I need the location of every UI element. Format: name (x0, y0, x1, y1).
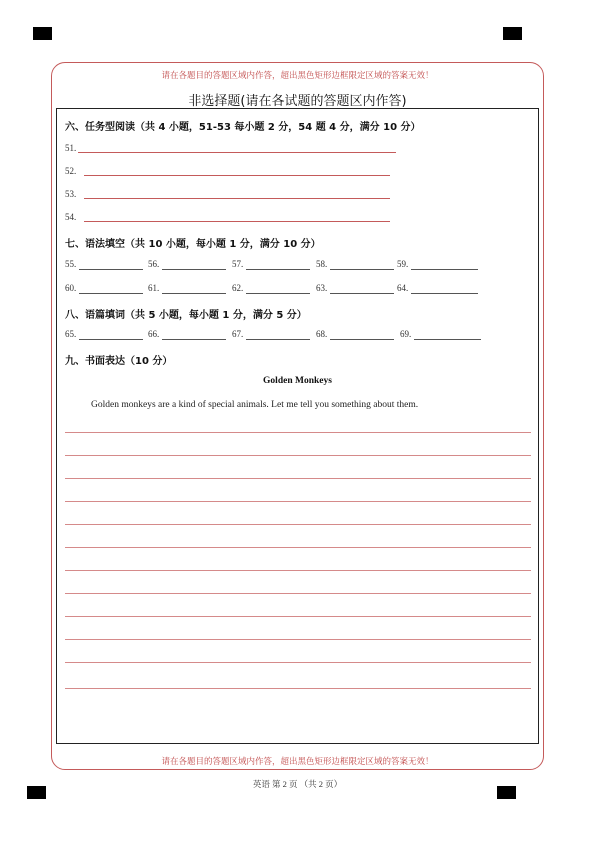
q62-answer-line[interactable] (246, 293, 310, 294)
q53-answer-line[interactable] (84, 198, 390, 199)
q55-answer-line[interactable] (79, 269, 143, 270)
q51-number: 51. (65, 143, 77, 153)
writing-line[interactable] (65, 432, 531, 433)
part6-heading: 六、任务型阅读（共 4 小题，51-53 每小题 2 分，54 题 4 分，满分 10 分） (65, 122, 421, 133)
page-footer: 英语 第 2 页 （共 2 页） (252, 779, 343, 789)
writing-line[interactable] (65, 688, 531, 689)
registration-mark-top-left (33, 27, 52, 40)
writing-line[interactable] (65, 593, 531, 594)
essay-opening-sentence: Golden monkeys are a kind of special animals. Let me tell you something about them. (91, 400, 419, 410)
q57-answer-line[interactable] (246, 269, 310, 270)
q60-number: 60. (65, 283, 77, 293)
q55-number: 55. (65, 259, 77, 269)
q54-answer-line[interactable] (84, 221, 390, 222)
notice-top: 请在各题目的答题区域内作答，超出黑色矩形边框限定区域的答案无效！ (161, 71, 434, 81)
q53-number: 53. (65, 189, 77, 199)
part7-heading: 七、语法填空（共 10 小题，每小题 1 分，满分 10 分） (65, 239, 321, 250)
q63-answer-line[interactable] (330, 293, 394, 294)
writing-line[interactable] (65, 478, 531, 479)
writing-line[interactable] (65, 616, 531, 617)
page-title: 非选择题(请在各试题的答题区内作答) (188, 94, 407, 109)
q64-number: 64. (397, 283, 409, 293)
q66-answer-line[interactable] (162, 339, 226, 340)
q60-answer-line[interactable] (79, 293, 143, 294)
writing-line[interactable] (65, 662, 531, 663)
writing-line[interactable] (65, 524, 531, 525)
q59-number: 59. (397, 259, 409, 269)
writing-line[interactable] (65, 547, 531, 548)
q68-answer-line[interactable] (330, 339, 394, 340)
writing-line[interactable] (65, 501, 531, 502)
q56-number: 56. (148, 259, 160, 269)
writing-line[interactable] (65, 455, 531, 456)
registration-mark-top-right (503, 27, 522, 40)
answer-area-inner-border (56, 108, 539, 744)
q65-answer-line[interactable] (79, 339, 143, 340)
notice-bottom: 请在各题目的答题区域内作答，超出黑色矩形边框限定区域的答案无效！ (161, 757, 434, 767)
q64-answer-line[interactable] (411, 293, 478, 294)
q58-answer-line[interactable] (330, 269, 394, 270)
q57-number: 57. (232, 259, 244, 269)
q63-number: 63. (316, 283, 328, 293)
q51-answer-line[interactable] (78, 152, 396, 153)
q52-number: 52. (65, 166, 77, 176)
writing-line[interactable] (65, 570, 531, 571)
part9-heading: 九、书面表达（10 分） (65, 356, 173, 367)
q61-answer-line[interactable] (162, 293, 226, 294)
part8-heading: 八、语篇填词（共 5 小题，每小题 1 分，满分 5 分） (65, 310, 307, 321)
q52-answer-line[interactable] (84, 175, 390, 176)
q68-number: 68. (316, 329, 328, 339)
essay-title: Golden Monkeys (263, 376, 332, 386)
q69-answer-line[interactable] (414, 339, 481, 340)
q54-number: 54. (65, 212, 77, 222)
q67-answer-line[interactable] (246, 339, 310, 340)
writing-line[interactable] (65, 639, 531, 640)
q69-number: 69. (400, 329, 412, 339)
q61-number: 61. (148, 283, 160, 293)
q62-number: 62. (232, 283, 244, 293)
q56-answer-line[interactable] (162, 269, 226, 270)
q65-number: 65. (65, 329, 77, 339)
q59-answer-line[interactable] (411, 269, 478, 270)
q66-number: 66. (148, 329, 160, 339)
q58-number: 58. (316, 259, 328, 269)
q67-number: 67. (232, 329, 244, 339)
